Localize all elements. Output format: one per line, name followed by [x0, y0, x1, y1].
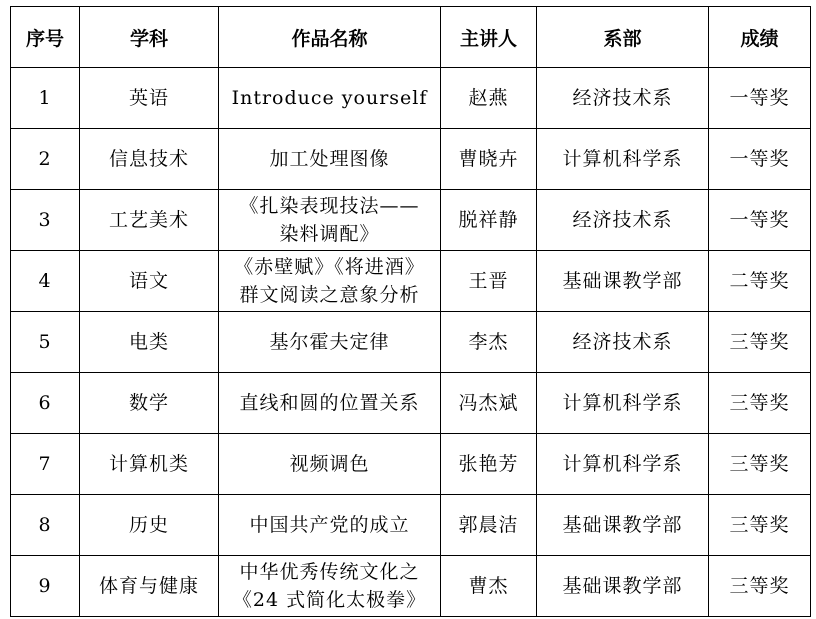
work-title-line: 《24 式简化太极拳》	[232, 589, 427, 611]
table-row	[11, 495, 811, 556]
table-row	[11, 190, 811, 251]
header-no: 序号	[11, 7, 80, 68]
cell-no: 7	[11, 434, 80, 495]
cell-subject: 历史	[80, 495, 219, 556]
cell-subject: 电类	[80, 312, 219, 373]
work-title-line: 加工处理图像	[269, 148, 390, 170]
cell-speaker: 李杰	[441, 312, 537, 373]
cell-no: 2	[11, 129, 80, 190]
table-row	[11, 556, 811, 617]
awards-table	[10, 6, 811, 617]
header-department: 系部	[537, 7, 709, 68]
cell-department: 计算机科学系	[537, 373, 709, 434]
cell-grade: 三等奖	[709, 312, 811, 373]
cell-department: 基础课教学部	[537, 251, 709, 312]
cell-subject: 英语	[80, 68, 219, 129]
cell-work-title	[219, 129, 441, 190]
cell-work-title	[219, 556, 441, 617]
cell-grade: 三等奖	[709, 373, 811, 434]
cell-speaker: 郭晨洁	[441, 495, 537, 556]
cell-speaker: 曹杰	[441, 556, 537, 617]
cell-speaker: 曹晓卉	[441, 129, 537, 190]
work-title-line: 中华优秀传统文化之	[239, 561, 420, 583]
table-row	[11, 68, 811, 129]
cell-grade: 三等奖	[709, 434, 811, 495]
cell-department: 经济技术系	[537, 68, 709, 129]
work-title-line: 染料调配》	[279, 223, 380, 245]
cell-no: 1	[11, 68, 80, 129]
cell-speaker: 脱祥静	[441, 190, 537, 251]
work-title-line: 群文阅读之意象分析	[239, 284, 420, 306]
work-title-line: 直线和圆的位置关系	[239, 392, 420, 414]
cell-work-title	[219, 312, 441, 373]
cell-department: 计算机科学系	[537, 129, 709, 190]
cell-work-title	[219, 190, 441, 251]
table-row	[11, 312, 811, 373]
cell-no: 8	[11, 495, 80, 556]
work-title-line: 视频调色	[289, 453, 370, 475]
cell-grade: 一等奖	[709, 190, 811, 251]
table-row	[11, 129, 811, 190]
cell-department: 经济技术系	[537, 312, 709, 373]
cell-subject: 语文	[80, 251, 219, 312]
cell-no: 9	[11, 556, 80, 617]
work-title-line: Introduce yourself	[231, 87, 428, 109]
cell-grade: 一等奖	[709, 129, 811, 190]
cell-subject: 信息技术	[80, 129, 219, 190]
cell-work-title	[219, 373, 441, 434]
cell-work-title	[219, 251, 441, 312]
cell-grade: 三等奖	[709, 556, 811, 617]
cell-grade: 二等奖	[709, 251, 811, 312]
cell-department: 基础课教学部	[537, 556, 709, 617]
cell-work-title	[219, 434, 441, 495]
cell-speaker: 冯杰斌	[441, 373, 537, 434]
header-subject: 学科	[80, 7, 219, 68]
work-title-line: 中国共产党的成立	[249, 514, 410, 536]
table-header	[11, 7, 811, 68]
cell-work-title	[219, 495, 441, 556]
header-speaker: 主讲人	[441, 7, 537, 68]
cell-department: 基础课教学部	[537, 495, 709, 556]
cell-department: 经济技术系	[537, 190, 709, 251]
header-row	[11, 7, 811, 68]
cell-grade: 一等奖	[709, 68, 811, 129]
table-row	[11, 251, 811, 312]
work-title-line: 《扎染表现技法——	[239, 195, 420, 217]
cell-no: 5	[11, 312, 80, 373]
cell-department: 计算机科学系	[537, 434, 709, 495]
cell-grade: 三等奖	[709, 495, 811, 556]
work-title-line: 基尔霍夫定律	[269, 331, 390, 353]
cell-subject: 工艺美术	[80, 190, 219, 251]
cell-speaker: 张艳芳	[441, 434, 537, 495]
header-grade: 成绩	[709, 7, 811, 68]
cell-subject: 体育与健康	[80, 556, 219, 617]
cell-speaker: 王晋	[441, 251, 537, 312]
cell-work-title	[219, 68, 441, 129]
cell-no: 3	[11, 190, 80, 251]
cell-subject: 计算机类	[80, 434, 219, 495]
table-body	[11, 68, 811, 617]
table-row	[11, 434, 811, 495]
table-row	[11, 373, 811, 434]
header-work-title: 作品名称	[219, 7, 441, 68]
work-title-line: 《赤壁赋》《将进酒》	[234, 256, 425, 278]
cell-no: 4	[11, 251, 80, 312]
cell-speaker: 赵燕	[441, 68, 537, 129]
cell-subject: 数学	[80, 373, 219, 434]
cell-no: 6	[11, 373, 80, 434]
